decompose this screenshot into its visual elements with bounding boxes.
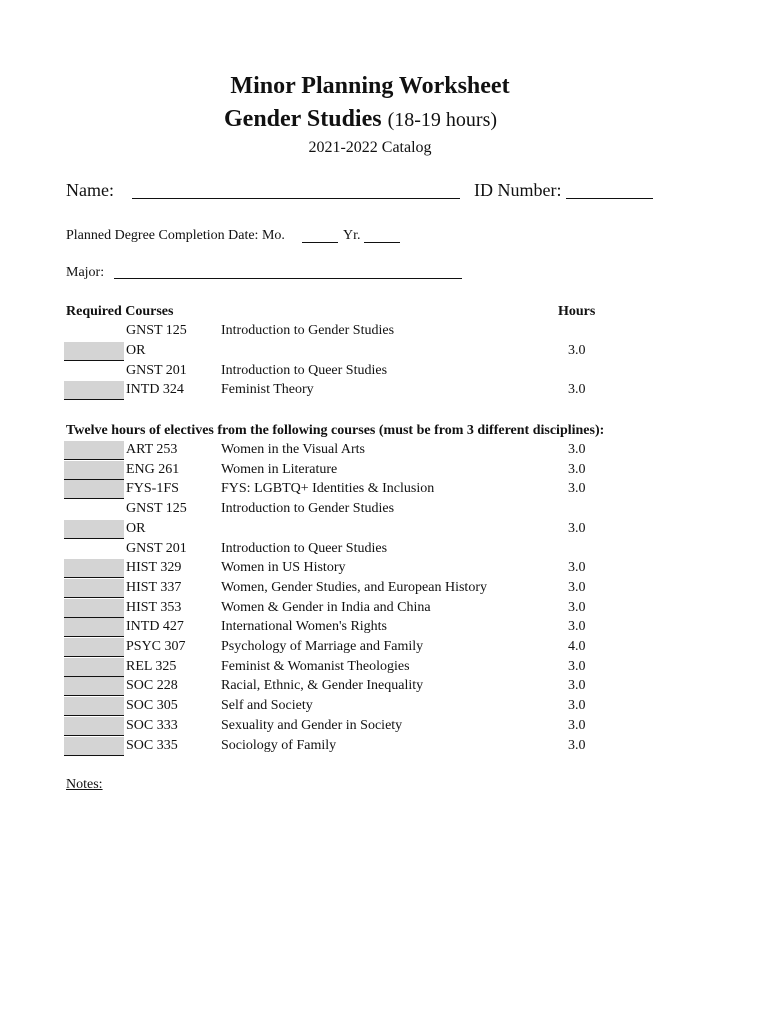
course-hours: 3.0 bbox=[568, 342, 586, 358]
page-subtitle bbox=[224, 106, 497, 133]
completion-date-label: Planned Degree Completion Date: Mo. bbox=[66, 228, 285, 243]
course-check-field[interactable] bbox=[64, 737, 124, 756]
course-hours: 3.0 bbox=[568, 520, 586, 536]
course-row bbox=[0, 500, 770, 519]
page-title: Minor Planning Worksheet bbox=[230, 73, 510, 99]
course-row bbox=[0, 638, 770, 657]
course-title: Women & Gender in India and China bbox=[221, 599, 431, 615]
course-hours: 3.0 bbox=[568, 442, 586, 457]
minor-name: Gender Studies bbox=[224, 106, 382, 132]
course-row bbox=[0, 322, 770, 341]
course-hours: 3.0 bbox=[568, 579, 586, 595]
course-code: INTD 324 bbox=[126, 382, 184, 398]
course-check-field[interactable] bbox=[64, 559, 124, 578]
course-code: OR bbox=[126, 342, 146, 358]
course-row bbox=[0, 540, 770, 559]
name-field[interactable] bbox=[132, 198, 460, 199]
course-row bbox=[0, 658, 770, 677]
course-code: ART 253 bbox=[126, 442, 178, 457]
course-row bbox=[0, 618, 770, 637]
required-courses-heading: Required Courses bbox=[66, 304, 174, 319]
course-hours: 3.0 bbox=[568, 619, 586, 635]
course-code: INTD 427 bbox=[126, 619, 184, 635]
course-hours: 3.0 bbox=[568, 481, 586, 497]
catalog-year: 2021-2022 Catalog bbox=[308, 139, 432, 156]
course-code: ENG 261 bbox=[126, 461, 180, 477]
id-number-label: ID Number: bbox=[474, 180, 562, 200]
course-check-field[interactable] bbox=[64, 697, 124, 716]
course-check-field[interactable] bbox=[64, 658, 124, 677]
course-hours: 3.0 bbox=[568, 560, 586, 576]
course-code: GNST 125 bbox=[126, 323, 187, 338]
course-row bbox=[0, 677, 770, 696]
course-hours: 3.0 bbox=[568, 698, 586, 714]
notes-label: Notes: bbox=[66, 777, 103, 792]
course-hours: 3.0 bbox=[568, 658, 586, 674]
course-code: PSYC 307 bbox=[126, 639, 186, 654]
course-row bbox=[0, 441, 770, 460]
course-hours: 3.0 bbox=[568, 382, 586, 398]
course-code: GNST 201 bbox=[126, 540, 187, 556]
course-row bbox=[0, 697, 770, 716]
course-row bbox=[0, 362, 770, 381]
course-code: SOC 305 bbox=[126, 698, 178, 714]
course-code: FYS-1FS bbox=[126, 481, 179, 497]
course-check-field[interactable] bbox=[64, 480, 124, 499]
course-check-field[interactable] bbox=[64, 638, 124, 657]
course-code: HIST 353 bbox=[126, 599, 182, 615]
course-check-field[interactable] bbox=[64, 677, 124, 696]
course-hours: 3.0 bbox=[568, 717, 586, 733]
hours-heading: Hours bbox=[558, 304, 596, 319]
course-row bbox=[0, 461, 770, 480]
course-hours: 3.0 bbox=[568, 678, 586, 694]
course-row bbox=[0, 559, 770, 578]
course-code: SOC 335 bbox=[126, 737, 178, 753]
course-title: International Women's Rights bbox=[221, 619, 388, 635]
course-hours: 3.0 bbox=[568, 737, 586, 753]
course-hours: 4.0 bbox=[568, 639, 586, 654]
major-field[interactable] bbox=[114, 278, 462, 279]
course-code: REL 325 bbox=[126, 658, 177, 674]
course-title: Women, Gender Studies, and European History bbox=[221, 579, 487, 595]
course-title: Women in US History bbox=[221, 560, 346, 576]
course-code: HIST 329 bbox=[126, 560, 182, 576]
course-check-field[interactable] bbox=[64, 579, 124, 598]
course-title: Sociology of Family bbox=[221, 737, 337, 753]
course-check-field[interactable] bbox=[64, 441, 124, 460]
course-title: Sexuality and Gender in Society bbox=[221, 717, 403, 733]
minor-hours: (18-19 hours) bbox=[387, 109, 498, 131]
course-code: SOC 333 bbox=[126, 717, 178, 733]
course-code: OR bbox=[126, 520, 146, 536]
course-title: Introduction to Gender Studies bbox=[221, 501, 395, 517]
course-hours: 3.0 bbox=[568, 599, 586, 615]
course-title: Psychology of Marriage and Family bbox=[221, 639, 424, 654]
course-check-field[interactable] bbox=[64, 717, 124, 736]
course-title: Women in the Visual Arts bbox=[221, 442, 365, 457]
course-title: Introduction to Queer Studies bbox=[221, 540, 388, 556]
completion-month-field[interactable] bbox=[302, 242, 338, 243]
course-check-field[interactable] bbox=[64, 618, 124, 637]
course-title: Feminist Theory bbox=[221, 382, 314, 398]
name-label: Name: bbox=[66, 180, 114, 200]
course-row bbox=[0, 737, 770, 756]
course-hours: 3.0 bbox=[568, 461, 586, 477]
course-check-field[interactable] bbox=[64, 520, 124, 539]
course-check-field[interactable] bbox=[64, 461, 124, 480]
course-title: Feminist & Womanist Theologies bbox=[221, 658, 410, 674]
course-title: Introduction to Queer Studies bbox=[221, 362, 388, 378]
electives-heading: Twelve hours of electives from the following courses (must be from 3 different disciplines): bbox=[66, 423, 605, 438]
course-code: GNST 201 bbox=[126, 362, 187, 378]
completion-year-field[interactable] bbox=[364, 242, 400, 243]
course-code: HIST 337 bbox=[126, 579, 182, 595]
id-number-field[interactable] bbox=[566, 198, 653, 199]
course-row bbox=[0, 480, 770, 499]
course-title: Introduction to Gender Studies bbox=[221, 323, 395, 338]
course-check-field[interactable] bbox=[64, 599, 124, 618]
major-label: Major: bbox=[66, 265, 105, 280]
course-title: Women in Literature bbox=[221, 461, 338, 477]
course-check-field[interactable] bbox=[64, 342, 124, 361]
course-code: GNST 125 bbox=[126, 501, 187, 517]
course-row bbox=[0, 717, 770, 736]
course-row bbox=[0, 579, 770, 598]
course-title: FYS: LGBTQ+ Identities & Inclusion bbox=[221, 481, 435, 497]
completion-year-label: Yr. bbox=[343, 228, 361, 243]
course-row bbox=[0, 381, 770, 400]
course-title: Racial, Ethnic, & Gender Inequality bbox=[221, 678, 424, 694]
course-row bbox=[0, 520, 770, 539]
course-check-field[interactable] bbox=[64, 381, 124, 400]
course-row bbox=[0, 599, 770, 618]
course-code: SOC 228 bbox=[126, 678, 178, 694]
course-title: Self and Society bbox=[221, 698, 313, 714]
course-row bbox=[0, 342, 770, 361]
